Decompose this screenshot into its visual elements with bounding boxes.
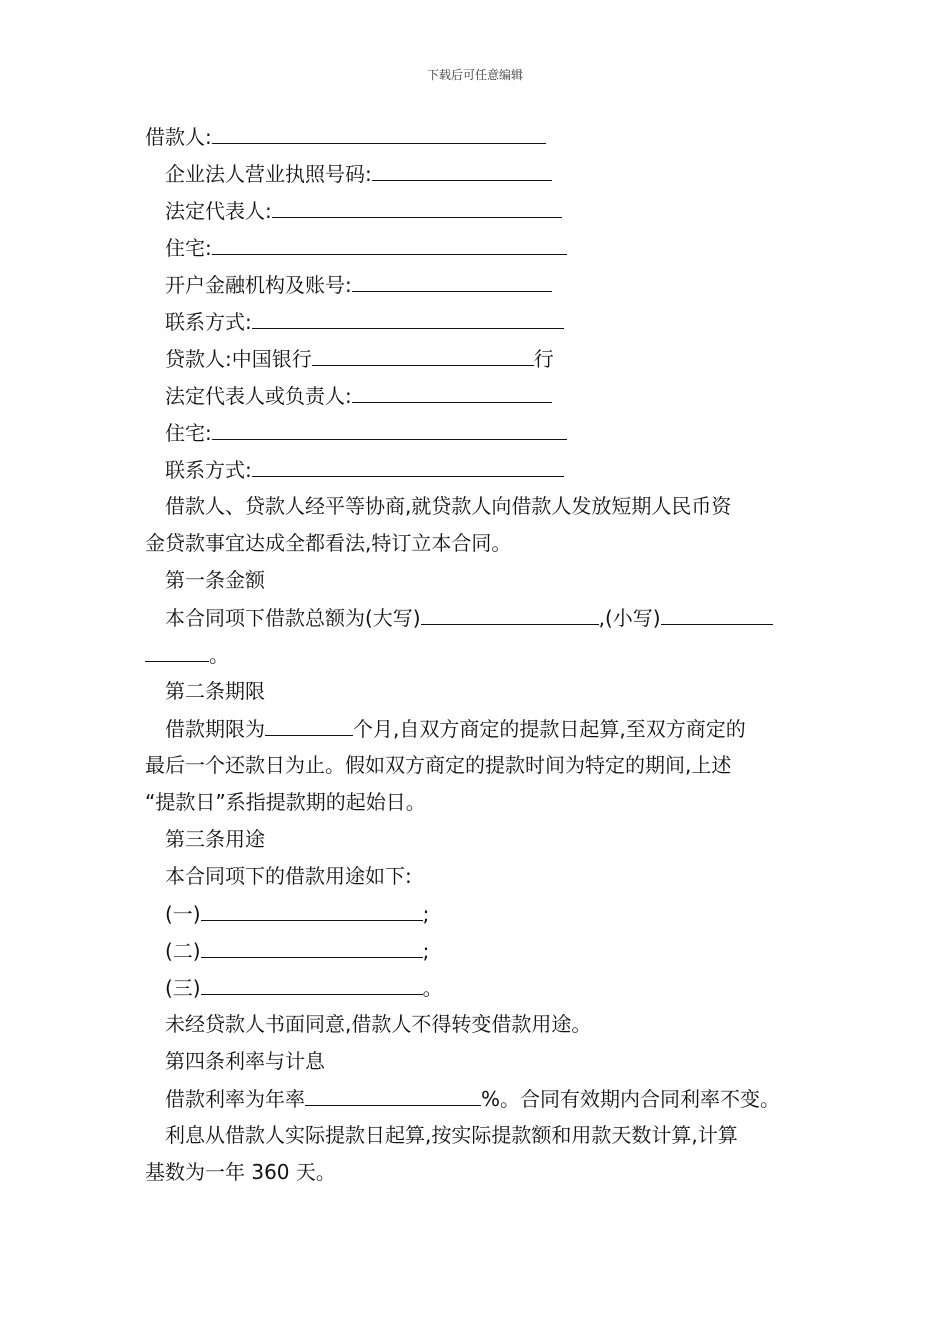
residence-line-1: [145, 229, 815, 266]
purpose-3-label: (三): [165, 976, 201, 1000]
preamble-line-2: 金贷款事宜达成全都看法,特订立本合同。: [145, 531, 512, 555]
article2-title: 第二条期限: [165, 679, 265, 703]
legal-rep-or-head-label: 法定代表人或负责人:: [165, 384, 352, 408]
term-text: 个月,自双方商定的提款日起算,至双方商定的: [353, 717, 746, 741]
purpose-item-1: [145, 895, 815, 932]
article1-amount-continued: [145, 636, 815, 673]
annual-rate-blank[interactable]: [305, 1080, 481, 1106]
borrower-label: 借款人:: [145, 125, 212, 149]
rate-text: %。合同有效期内合同利率不变。: [481, 1087, 781, 1111]
amount-uppercase-label: 本合同项下借款总额为(大写): [165, 606, 421, 630]
article4-title: 第四条利率与计息: [165, 1049, 325, 1073]
article3-note: 未经贷款人书面同意,借款人不得转变借款用途。: [165, 1012, 592, 1036]
legal-rep-blank[interactable]: [272, 192, 562, 218]
borrower-line: [145, 118, 815, 155]
residence-blank-2[interactable]: [212, 414, 567, 440]
article3-title: 第三条用途: [165, 827, 265, 851]
article4-interest-line-2: 基数为一年 360 天。: [145, 1160, 336, 1184]
contact-blank-2[interactable]: [252, 451, 564, 477]
legal-rep-or-head-line: [145, 377, 815, 414]
bank-account-blank[interactable]: [352, 266, 552, 292]
lender-line: [145, 340, 815, 377]
purpose-1-end: ;: [422, 902, 430, 926]
rate-label: 借款利率为年率: [165, 1087, 305, 1111]
article2-line-3: “提款日”系指提款期的起始日。: [145, 790, 426, 814]
article1-amount-line: [145, 599, 815, 636]
amount-lowercase-label: ,(小写): [598, 606, 661, 630]
legal-rep-or-head-blank[interactable]: [352, 377, 552, 403]
contact-label-1: 联系方式:: [165, 310, 252, 334]
residence-label-2: 住宅:: [165, 421, 212, 445]
purpose-2-end: ;: [422, 939, 430, 963]
article2-line-2: 最后一个还款日为止。假如双方商定的提款时间为特定的期间,上述: [145, 753, 732, 777]
purpose-item-3: [145, 969, 815, 1006]
license-blank[interactable]: [372, 155, 552, 181]
amount-lowercase-blank-continued[interactable]: [145, 636, 209, 662]
bank-account-line: [145, 266, 815, 303]
lender-suffix: 行: [533, 347, 554, 371]
article4-rate-line: [145, 1080, 815, 1117]
purpose-1-label: (一): [165, 902, 201, 926]
purpose-2-label: (二): [165, 939, 201, 963]
amount-end: 。: [209, 643, 229, 667]
contact-blank-1[interactable]: [252, 303, 564, 329]
contact-line-1: [145, 303, 815, 340]
article1-title: 第一条金额: [165, 568, 265, 592]
lender-blank[interactable]: [312, 340, 534, 366]
residence-blank-1[interactable]: [212, 229, 567, 255]
license-line: [145, 155, 815, 192]
purpose-2-blank[interactable]: [201, 932, 423, 958]
preamble-line-1: 借款人、贷款人经平等协商,就贷款人向借款人发放短期人民币资: [165, 494, 732, 518]
legal-rep-line: [145, 192, 815, 229]
article4-interest-line-1: 利息从借款人实际提款日起算,按实际提款额和用款天数计算,计算: [165, 1123, 738, 1147]
amount-uppercase-blank[interactable]: [421, 599, 599, 625]
purpose-1-blank[interactable]: [201, 895, 423, 921]
license-label: 企业法人营业执照号码:: [165, 162, 372, 186]
contract-body: [145, 118, 815, 1191]
legal-rep-label: 法定代表人:: [165, 199, 272, 223]
contact-line-2: [145, 451, 815, 488]
purpose-3-end: 。: [422, 976, 443, 1000]
term-months-blank[interactable]: [265, 710, 353, 736]
lender-label: 贷款人:中国银行: [165, 347, 312, 371]
purpose-3-blank[interactable]: [201, 969, 423, 995]
purpose-item-2: [145, 932, 815, 969]
page-header: 下载后可任意编辑: [426, 68, 523, 82]
term-label: 借款期限为: [165, 717, 265, 741]
contact-label-2: 联系方式:: [165, 458, 252, 482]
amount-lowercase-blank[interactable]: [661, 599, 773, 625]
residence-label-1: 住宅:: [165, 236, 212, 260]
borrower-blank[interactable]: [212, 118, 546, 144]
residence-line-2: [145, 414, 815, 451]
article2-line-1: [145, 710, 815, 747]
bank-account-label: 开户金融机构及账号:: [165, 273, 352, 297]
article3-intro: 本合同项下的借款用途如下:: [165, 864, 412, 888]
